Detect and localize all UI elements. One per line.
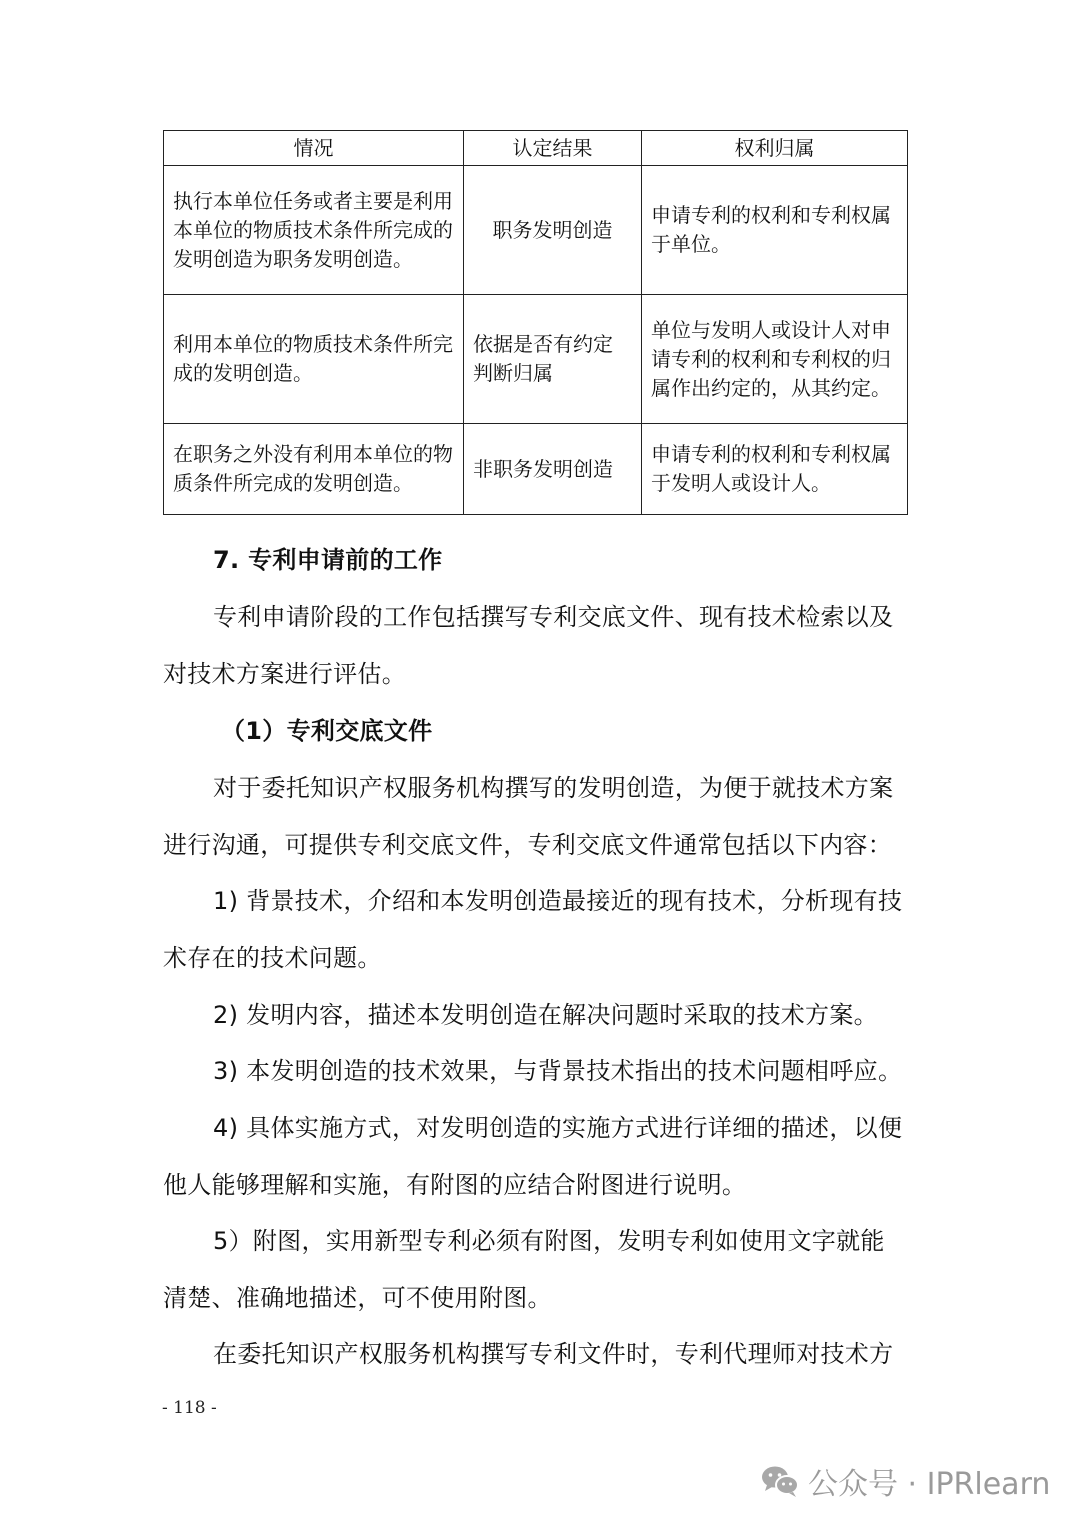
cell-situation: 在职务之外没有利用本单位的物质条件所完成的发明创造。: [164, 424, 464, 515]
cell-ownership: 申请专利的权利和专利权属于单位。: [642, 166, 908, 295]
table-row: [164, 295, 908, 424]
header-ownership: 权利归属: [642, 131, 908, 166]
list-item-4-line-1: 4) 具体实施方式，对发明创造的实施方式进行详细的描述，以便: [213, 1114, 903, 1142]
intro-line-2: 对技术方案进行评估。: [163, 660, 406, 688]
paragraph-1-line-1: 对于委托知识产权服务机构撰写的发明创造，为便于就技术方案: [213, 774, 894, 802]
list-item-1-line-1: 1) 背景技术，介绍和本发明创造最接近的现有技术，分析现有技: [213, 887, 903, 915]
invention-ownership-table: [163, 130, 908, 515]
list-item-5-line-1: 5）附图，实用新型专利必须有附图，发明专利如使用文字就能: [213, 1227, 885, 1255]
list-item-3: 3) 本发明创造的技术效果，与背景技术指出的技术问题相呼应。: [213, 1057, 903, 1085]
cell-result: 依据是否有约定判断归属: [464, 295, 642, 424]
section-heading: 7. 专利申请前的工作: [213, 546, 443, 574]
watermark: [760, 1456, 1050, 1506]
watermark-text: 公众号 · IPRlearn: [808, 1467, 1051, 1502]
cell-situation: 执行本单位任务或者主要是利用本单位的物质技术条件所完成的发明创造为职务发明创造。: [164, 166, 464, 295]
table-header-row: [164, 131, 908, 166]
header-situation: 情况: [164, 131, 464, 166]
wechat-icon: [760, 1464, 800, 1498]
cell-result: 职务发明创造: [464, 166, 642, 295]
cell-ownership: 单位与发明人或设计人对申请专利的权利和专利权的归属作出约定的，从其约定。: [642, 295, 908, 424]
intro-line-1: 专利申请阶段的工作包括撰写专利交底文件、现有技术检索以及: [213, 603, 894, 631]
cell-situation: 利用本单位的物质技术条件所完成的发明创造。: [164, 295, 464, 424]
table-row: [164, 166, 908, 295]
cell-ownership: 申请专利的权利和专利权属于发明人或设计人。: [642, 424, 908, 515]
page-number: - 118 -: [162, 1398, 217, 1418]
paragraph-1-line-2: 进行沟通，可提供专利交底文件，专利交底文件通常包括以下内容：: [163, 831, 892, 859]
cell-result: 非职务发明创造: [464, 424, 642, 515]
subheading: （1）专利交底文件: [221, 717, 433, 745]
closing-line: 在委托知识产权服务机构撰写专利文件时，专利代理师对技术方: [213, 1340, 894, 1368]
header-result: 认定结果: [464, 131, 642, 166]
table-row: [164, 424, 908, 515]
list-item-1-line-2: 术存在的技术问题。: [163, 944, 382, 972]
list-item-4-line-2: 他人能够理解和实施，有附图的应结合附图进行说明。: [163, 1171, 747, 1199]
list-item-5-line-2: 清楚、准确地描述，可不使用附图。: [163, 1284, 552, 1312]
list-item-2: 2) 发明内容，描述本发明创造在解决问题时采取的技术方案。: [213, 1001, 878, 1029]
